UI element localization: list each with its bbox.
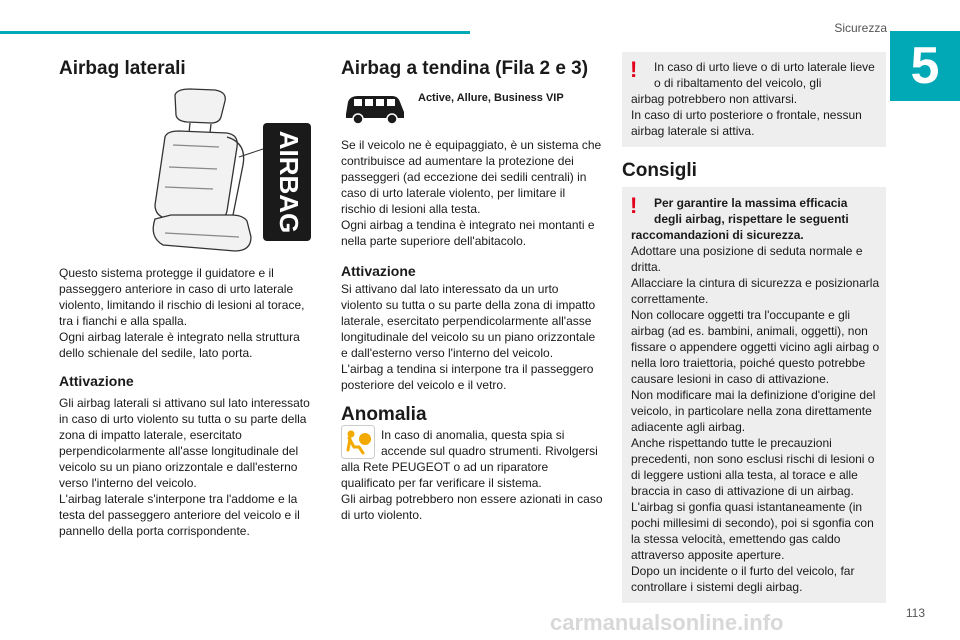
chapter-number: 5	[890, 31, 960, 101]
anomaly-title: Anomalia	[341, 404, 427, 425]
advice-bold-first: Per garantire la massima efficacia degli airbag, rispettare le seguenti	[654, 196, 849, 226]
page-number: 113	[905, 606, 925, 620]
advice-box	[622, 187, 886, 603]
exclamation-icon: !	[630, 193, 638, 218]
warning-box-mild-impact	[622, 52, 886, 147]
advice-bold-rest: raccomandazioni di sicurezza.	[631, 228, 804, 242]
curtain-airbag-activation-title: Attivazione	[341, 263, 416, 279]
airbag-badge-text: AIRBAG	[274, 130, 305, 234]
side-airbag-activation-text: Gli airbag laterali si attivano sul lato interessato in caso di urto violento su tutta o su parte della zona di impatto laterale, esercitato perpendicolarmente all'asse longitudinale del veicolo su un piano orizzontale e dall'esterno verso l'interno del veicolo. L'airbag laterale s'interpone tra l'addome e la testa del passeggero anteriore del veicolo e il pannello della porta corrispondente.	[59, 396, 310, 538]
side-airbag-title: Airbag laterali	[59, 58, 186, 79]
watermark: carmanualsonline.info	[550, 610, 784, 635]
anomaly-text-rest: alla Rete PEUGEOT o ad un riparatore qualificato per far verificare il sistema. Gli airbag potrebbero non essere azionati in caso di urto violento.	[341, 460, 603, 522]
curtain-airbag-activation-text: Si attivano dal lato interessato da un urto violento su tutta o su parte della zona di impatto laterale, esercitato perpendicolarmente all'asse longitudinale del veicolo su un piano orizzontale e dall'esterno verso l'interno del veicolo. L'airbag a tendina si interpone tra il passeggero posteriore del veicolo e il vetro.	[341, 282, 596, 392]
section-title: Sicurezza	[834, 21, 887, 35]
advice-title: Consigli	[622, 160, 697, 181]
seat-airbag-illustration	[135, 87, 315, 257]
exclamation-icon: !	[630, 57, 638, 82]
curtain-airbag-title: Airbag a tendina (Fila 2 e 3)	[341, 58, 589, 79]
anomaly-text-first: In caso di anomalia, questa spia si accende sul quadro strumenti. Rivolgersi	[381, 428, 598, 458]
mild-impact-text-first: In caso di urto lieve o di urto laterale lieve o di ribaltamento del veicolo, gli	[654, 60, 875, 90]
side-airbag-intro: Questo sistema protegge il guidatore e il passeggero anteriore in caso di urto laterale violento, limitando il rischio di lesioni al torace, tra i fianchi e alla spalla. Ogni airbag laterale è integrato nella struttura dello schienale del sedile, lato porta.	[59, 266, 305, 360]
curtain-airbag-intro: Se il veicolo ne è equipaggiato, è un sistema che contribuisce ad aumentare la protezione dei passeggeri (ad eccezione dei sedili centrali) in caso di urto laterale violento, per limitare il rischio di lesioni alla testa. Ogni airbag a tendina è integrato nei montanti e nella parte superiore dell'abitacolo.	[341, 138, 602, 248]
van-icon	[342, 90, 406, 126]
airbag-warning-lamp-icon	[341, 425, 375, 459]
mild-impact-text-rest: airbag potrebbero non attivarsi. In caso di urto posteriore o frontale, nessun airbag laterale si attiva.	[631, 92, 862, 138]
equipment-versions: Active, Allure, Business VIP	[418, 92, 564, 104]
header-accent-bar	[0, 31, 470, 34]
advice-text: Adottare una posizione di seduta normale e dritta. Allacciare la cintura di sicurezza e posizionarla correttamente. Non collocare oggetti tra l'occupante e gli airbag (ad es. bambini, animali, oggetti), non fissare o appendere oggetti vicino agli airbag o nella loro traiettoria, poiché questo potrebbe causare lesioni in caso di attivazione. Non modificare mai la definizione d'origine del veicolo, in particolare nella zona direttamente adiacente agli airbag. Anche rispettando tutte le precauzioni precedenti, non sono esclusi rischi di lesioni o di leggere ustioni alla testa, al torace e alle braccia in caso di attivazione di un airbag. L'airbag si gonfia quasi istantaneamente (in pochi millesimi di secondo), poi si sgonfia con la stessa velocità, emettendo gas caldo attraverso apposite aperture. Dopo un incidente o il furto del veicolo, far controllare i sistemi degli airbag.	[631, 244, 880, 594]
side-airbag-activation-title: Attivazione	[59, 373, 134, 389]
